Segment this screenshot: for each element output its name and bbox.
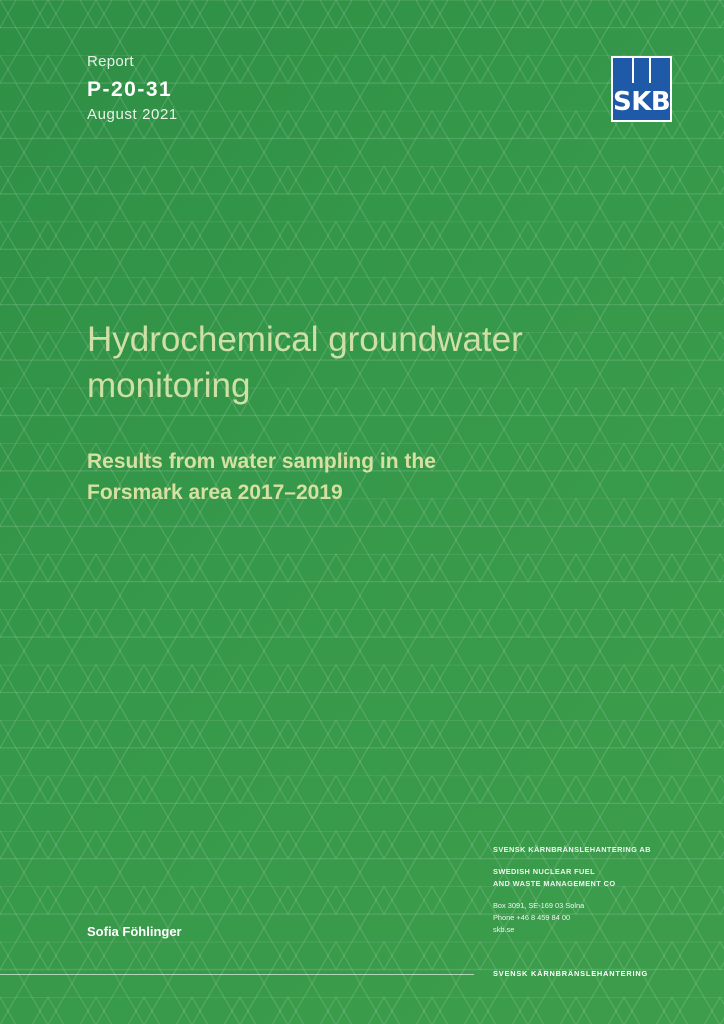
company-english-line-1: SWEDISH NUCLEAR FUEL [493,867,596,876]
footer-brand: SVENSK KÄRNBRÄNSLEHANTERING [493,969,649,978]
company-website: skb.se [493,925,515,934]
skb-logo-text: SKB [613,87,671,117]
report-date: August 2021 [87,106,178,123]
report-label: Report [87,53,134,70]
report-number: P-20-31 [87,78,173,101]
company-info [493,844,693,936]
report-subtitle-line-2: Forsmark area 2017–2019 [87,481,343,504]
report-subtitle [87,446,647,508]
company-address: Box 3091, SE-169 03 Solna [493,901,585,910]
footer-divider [0,974,474,975]
company-phone: Phone +46 8 459 84 00 [493,913,571,922]
report-title-line-2: monitoring [87,366,251,405]
report-title [87,317,667,409]
report-title-line-1: Hydrochemical groundwater [87,320,523,359]
report-subtitle-line-1: Results from water sampling in the [87,450,436,473]
author-name: Sofia Föhlinger [87,924,182,939]
company-english-line-2: AND WASTE MANAGEMENT CO [493,879,616,888]
company-name: SVENSK KÄRNBRÄNSLEHANTERING AB [493,845,651,854]
skb-logo [611,56,672,122]
